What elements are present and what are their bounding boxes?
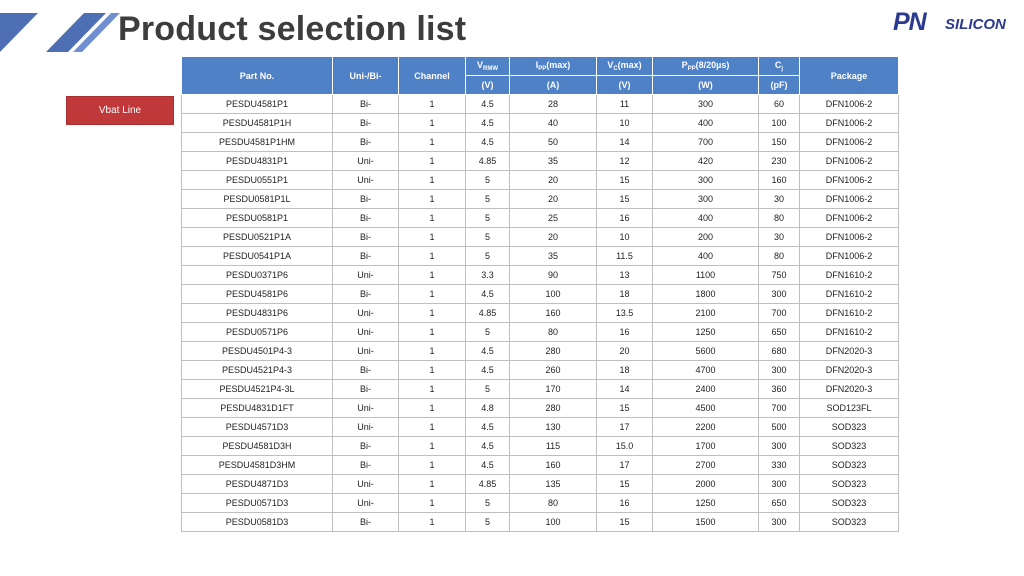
- cell-vrwm: 5: [466, 380, 510, 399]
- cell-ipp: 100: [510, 513, 597, 532]
- cell-channel: 1: [399, 323, 466, 342]
- cell-part-no: PESDU0551P1: [182, 171, 333, 190]
- unit-ipp: (A): [510, 76, 597, 95]
- header-part-no: Part No.: [182, 57, 333, 95]
- cell-uni-bi: Uni-: [333, 323, 399, 342]
- cell-vrwm: 4.5: [466, 95, 510, 114]
- cell-package: DFN1610-2: [800, 323, 899, 342]
- cell-cj: 680: [759, 342, 800, 361]
- cell-ipp: 160: [510, 304, 597, 323]
- cell-package: SOD323: [800, 513, 899, 532]
- table-row: [182, 380, 899, 399]
- cell-ppp: 2700: [653, 456, 759, 475]
- cell-channel: 1: [399, 152, 466, 171]
- cell-cj: 150: [759, 133, 800, 152]
- table-row: [182, 437, 899, 456]
- cell-cj: 30: [759, 190, 800, 209]
- cell-uni-bi: Bi-: [333, 95, 399, 114]
- table-row: [182, 285, 899, 304]
- cell-vc: 20: [597, 342, 653, 361]
- cell-package: DFN1006-2: [800, 152, 899, 171]
- cell-part-no: PESDU0581D3: [182, 513, 333, 532]
- table-row: [182, 190, 899, 209]
- cell-vrwm: 4.5: [466, 437, 510, 456]
- cell-ipp: 100: [510, 285, 597, 304]
- cell-uni-bi: Uni-: [333, 494, 399, 513]
- cell-vc: 16: [597, 209, 653, 228]
- ipp-symbol: I: [535, 60, 539, 70]
- cell-ipp: 80: [510, 494, 597, 513]
- vc-subscript: C: [613, 66, 618, 72]
- cell-part-no: PESDU0371P6: [182, 266, 333, 285]
- table-row: [182, 342, 899, 361]
- ipp-subscript: PP: [538, 66, 547, 72]
- cell-uni-bi: Bi-: [333, 114, 399, 133]
- cell-part-no: PESDU0581P1L: [182, 190, 333, 209]
- cell-cj: 300: [759, 285, 800, 304]
- cell-package: DFN1006-2: [800, 95, 899, 114]
- cell-vc: 14: [597, 133, 653, 152]
- cell-ppp: 300: [653, 190, 759, 209]
- cell-package: DFN1610-2: [800, 266, 899, 285]
- cell-ipp: 280: [510, 399, 597, 418]
- cell-uni-bi: Bi-: [333, 133, 399, 152]
- cell-part-no: PESDU0521P1A: [182, 228, 333, 247]
- cell-ipp: 35: [510, 247, 597, 266]
- cell-cj: 300: [759, 437, 800, 456]
- cell-ipp: 115: [510, 437, 597, 456]
- cell-ipp: 20: [510, 171, 597, 190]
- cell-ppp: 420: [653, 152, 759, 171]
- cell-uni-bi: Bi-: [333, 456, 399, 475]
- cell-ppp: 2400: [653, 380, 759, 399]
- cell-ipp: 80: [510, 323, 597, 342]
- cell-package: SOD323: [800, 437, 899, 456]
- cell-package: DFN2020-3: [800, 361, 899, 380]
- logo-silicon-text: SILICON: [945, 16, 1006, 33]
- cell-vrwm: 5: [466, 513, 510, 532]
- cell-ppp: 1100: [653, 266, 759, 285]
- cell-uni-bi: Uni-: [333, 342, 399, 361]
- cell-ppp: 4700: [653, 361, 759, 380]
- cell-vrwm: 4.5: [466, 285, 510, 304]
- cell-part-no: PESDU4831D1FT: [182, 399, 333, 418]
- cell-vc: 17: [597, 418, 653, 437]
- cell-vrwm: 4.5: [466, 114, 510, 133]
- table-row: [182, 418, 899, 437]
- cell-ppp: 1250: [653, 494, 759, 513]
- cell-ppp: 1700: [653, 437, 759, 456]
- cell-package: SOD323: [800, 475, 899, 494]
- cell-package: DFN2020-3: [800, 380, 899, 399]
- cell-ipp: 25: [510, 209, 597, 228]
- cell-channel: 1: [399, 95, 466, 114]
- header-ipp: [510, 57, 597, 76]
- table-row: [182, 456, 899, 475]
- unit-vc: (V): [597, 76, 653, 95]
- vbat-line-label: Vbat Line: [66, 96, 174, 125]
- cell-uni-bi: Bi-: [333, 361, 399, 380]
- cell-ipp: 20: [510, 228, 597, 247]
- cell-ipp: 280: [510, 342, 597, 361]
- cell-vrwm: 4.5: [466, 342, 510, 361]
- cell-cj: 80: [759, 247, 800, 266]
- cell-ipp: 260: [510, 361, 597, 380]
- cell-uni-bi: Uni-: [333, 152, 399, 171]
- header-uni-bi: Uni-/Bi-: [333, 57, 399, 95]
- cell-channel: 1: [399, 475, 466, 494]
- cell-channel: 1: [399, 266, 466, 285]
- cell-vc: 14: [597, 380, 653, 399]
- cell-vc: 15: [597, 190, 653, 209]
- cell-channel: 1: [399, 437, 466, 456]
- table-row: [182, 171, 899, 190]
- cell-vrwm: 3.3: [466, 266, 510, 285]
- cell-uni-bi: Bi-: [333, 380, 399, 399]
- page-title: Product selection list: [118, 10, 467, 48]
- cell-part-no: PESDU4581P1: [182, 95, 333, 114]
- cell-vrwm: 5: [466, 209, 510, 228]
- cell-vrwm: 4.85: [466, 475, 510, 494]
- ppp-symbol: P: [681, 60, 688, 70]
- cell-part-no: PESDU4521P4-3L: [182, 380, 333, 399]
- cell-vc: 16: [597, 494, 653, 513]
- cell-cj: 60: [759, 95, 800, 114]
- cell-uni-bi: Bi-: [333, 513, 399, 532]
- cj-symbol: C: [774, 60, 782, 70]
- cell-package: SOD323: [800, 494, 899, 513]
- cell-package: DFN1006-2: [800, 228, 899, 247]
- cell-cj: 650: [759, 494, 800, 513]
- cell-package: DFN1006-2: [800, 114, 899, 133]
- cell-ppp: 1250: [653, 323, 759, 342]
- cell-ppp: 1800: [653, 285, 759, 304]
- cell-channel: 1: [399, 114, 466, 133]
- cell-vc: 17: [597, 456, 653, 475]
- header-vc: [597, 57, 653, 76]
- cell-package: DFN1006-2: [800, 209, 899, 228]
- cell-cj: 750: [759, 266, 800, 285]
- cell-channel: 1: [399, 418, 466, 437]
- cell-channel: 1: [399, 285, 466, 304]
- unit-cj: (pF): [759, 76, 800, 95]
- cell-ipp: 50: [510, 133, 597, 152]
- table-row: [182, 133, 899, 152]
- cell-cj: 100: [759, 114, 800, 133]
- cell-vc: 10: [597, 114, 653, 133]
- table-body: [182, 95, 899, 532]
- cell-vc: 12: [597, 152, 653, 171]
- header-channel: Channel: [399, 57, 466, 95]
- table-row: [182, 95, 899, 114]
- cell-cj: 30: [759, 228, 800, 247]
- cell-cj: 700: [759, 304, 800, 323]
- cell-cj: 330: [759, 456, 800, 475]
- cell-channel: 1: [399, 190, 466, 209]
- cell-uni-bi: Bi-: [333, 437, 399, 456]
- cell-uni-bi: Bi-: [333, 247, 399, 266]
- cell-channel: 1: [399, 304, 466, 323]
- table-row: [182, 209, 899, 228]
- unit-vrwm: (V): [466, 76, 510, 95]
- cell-channel: 1: [399, 228, 466, 247]
- cell-cj: 700: [759, 399, 800, 418]
- header-vrwm: [466, 57, 510, 76]
- header-ppp: [653, 57, 759, 76]
- cell-channel: 1: [399, 133, 466, 152]
- cell-vc: 15.0: [597, 437, 653, 456]
- cell-channel: 1: [399, 380, 466, 399]
- cell-vc: 15: [597, 513, 653, 532]
- cell-ppp: 4500: [653, 399, 759, 418]
- cell-vrwm: 4.5: [466, 418, 510, 437]
- cell-vrwm: 4.5: [466, 456, 510, 475]
- cell-ppp: 300: [653, 95, 759, 114]
- cell-ipp: 40: [510, 114, 597, 133]
- cell-ipp: 20: [510, 190, 597, 209]
- header-cj: [759, 57, 800, 76]
- cell-vc: 11: [597, 95, 653, 114]
- cell-channel: 1: [399, 399, 466, 418]
- cell-vc: 10: [597, 228, 653, 247]
- cell-part-no: PESDU4871D3: [182, 475, 333, 494]
- cell-part-no: PESDU0571D3: [182, 494, 333, 513]
- cell-ppp: 700: [653, 133, 759, 152]
- cell-part-no: PESDU4501P4-3: [182, 342, 333, 361]
- cell-part-no: PESDU4831P6: [182, 304, 333, 323]
- cell-cj: 650: [759, 323, 800, 342]
- cell-uni-bi: Uni-: [333, 399, 399, 418]
- cell-part-no: PESDU4581P1HM: [182, 133, 333, 152]
- cell-channel: 1: [399, 361, 466, 380]
- title-decoration-stripes: [0, 0, 120, 52]
- cell-part-no: PESDU4581D3H: [182, 437, 333, 456]
- cell-uni-bi: Uni-: [333, 304, 399, 323]
- cell-cj: 500: [759, 418, 800, 437]
- cell-channel: 1: [399, 456, 466, 475]
- table-row: [182, 323, 899, 342]
- cell-uni-bi: Bi-: [333, 228, 399, 247]
- cell-ppp: 2100: [653, 304, 759, 323]
- cell-uni-bi: Uni-: [333, 475, 399, 494]
- cell-uni-bi: Bi-: [333, 190, 399, 209]
- cell-part-no: PESDU4581P6: [182, 285, 333, 304]
- vc-suffix: (max): [617, 60, 642, 70]
- cell-vrwm: 5: [466, 247, 510, 266]
- cell-part-no: PESDU4581D3HM: [182, 456, 333, 475]
- cell-ipp: 135: [510, 475, 597, 494]
- table-row: [182, 399, 899, 418]
- cell-ipp: 130: [510, 418, 597, 437]
- logo-pn-text: PN: [893, 8, 926, 36]
- cell-vrwm: 4.85: [466, 152, 510, 171]
- cell-cj: 360: [759, 380, 800, 399]
- cell-ppp: 5600: [653, 342, 759, 361]
- table-row: [182, 475, 899, 494]
- table-row: [182, 152, 899, 171]
- cell-part-no: PESDU0581P1: [182, 209, 333, 228]
- cell-uni-bi: Bi-: [333, 285, 399, 304]
- cell-package: SOD323: [800, 418, 899, 437]
- ppp-suffix: (8/20µs): [695, 60, 730, 70]
- vrwm-subscript: RMW: [483, 66, 498, 72]
- cell-part-no: PESDU4581P1H: [182, 114, 333, 133]
- cell-vrwm: 4.5: [466, 133, 510, 152]
- cell-ipp: 35: [510, 152, 597, 171]
- stripe-left: [0, 13, 38, 52]
- cell-vc: 13.5: [597, 304, 653, 323]
- cell-part-no: PESDU0571P6: [182, 323, 333, 342]
- cell-package: DFN1006-2: [800, 190, 899, 209]
- product-selection-table: [181, 56, 899, 532]
- cell-cj: 300: [759, 361, 800, 380]
- unit-ppp: (W): [653, 76, 759, 95]
- cell-uni-bi: Uni-: [333, 418, 399, 437]
- cell-part-no: PESDU4571D3: [182, 418, 333, 437]
- cell-ppp: 200: [653, 228, 759, 247]
- cell-ppp: 400: [653, 209, 759, 228]
- cell-channel: 1: [399, 171, 466, 190]
- cell-vc: 13: [597, 266, 653, 285]
- cell-ipp: 28: [510, 95, 597, 114]
- cell-vc: 15: [597, 399, 653, 418]
- table-row: [182, 228, 899, 247]
- cell-vrwm: 4.5: [466, 361, 510, 380]
- cell-channel: 1: [399, 494, 466, 513]
- cell-vrwm: 5: [466, 171, 510, 190]
- cell-package: DFN1006-2: [800, 133, 899, 152]
- cell-package: DFN1006-2: [800, 247, 899, 266]
- cell-channel: 1: [399, 209, 466, 228]
- cj-subscript: j: [781, 66, 784, 72]
- cell-ppp: 300: [653, 171, 759, 190]
- cell-ppp: 400: [653, 247, 759, 266]
- cell-cj: 230: [759, 152, 800, 171]
- cell-package: SOD123FL: [800, 399, 899, 418]
- cell-cj: 80: [759, 209, 800, 228]
- cell-part-no: PESDU4521P4-3: [182, 361, 333, 380]
- cell-vc: 15: [597, 475, 653, 494]
- cell-vc: 18: [597, 285, 653, 304]
- cell-package: SOD323: [800, 456, 899, 475]
- ppp-subscript: PP: [687, 66, 696, 72]
- cell-ppp: 2200: [653, 418, 759, 437]
- pn-silicon-logo: [893, 8, 1018, 38]
- cell-vrwm: 5: [466, 323, 510, 342]
- cell-uni-bi: Bi-: [333, 209, 399, 228]
- table-row: [182, 266, 899, 285]
- header-package: Package: [800, 57, 899, 95]
- table-row: [182, 114, 899, 133]
- table-row: [182, 494, 899, 513]
- vrwm-symbol: V: [476, 60, 483, 70]
- table-header: [182, 57, 899, 95]
- cell-package: DFN1006-2: [800, 171, 899, 190]
- table-row: [182, 247, 899, 266]
- vc-symbol: V: [607, 60, 614, 70]
- cell-ppp: 400: [653, 114, 759, 133]
- cell-vrwm: 5: [466, 190, 510, 209]
- cell-uni-bi: Uni-: [333, 266, 399, 285]
- cell-channel: 1: [399, 513, 466, 532]
- cell-ppp: 1500: [653, 513, 759, 532]
- cell-vrwm: 5: [466, 494, 510, 513]
- cell-part-no: PESDU0541P1A: [182, 247, 333, 266]
- cell-cj: 300: [759, 513, 800, 532]
- cell-vc: 11.5: [597, 247, 653, 266]
- cell-part-no: PESDU4831P1: [182, 152, 333, 171]
- cell-ppp: 2000: [653, 475, 759, 494]
- cell-vc: 16: [597, 323, 653, 342]
- cell-ipp: 160: [510, 456, 597, 475]
- cell-uni-bi: Uni-: [333, 171, 399, 190]
- table-row: [182, 513, 899, 532]
- table-row: [182, 361, 899, 380]
- cell-vrwm: 4.8: [466, 399, 510, 418]
- cell-package: DFN1610-2: [800, 285, 899, 304]
- cell-channel: 1: [399, 342, 466, 361]
- cell-package: DFN2020-3: [800, 342, 899, 361]
- table-row: [182, 304, 899, 323]
- cell-vrwm: 4.85: [466, 304, 510, 323]
- cell-ipp: 90: [510, 266, 597, 285]
- cell-cj: 300: [759, 475, 800, 494]
- cell-package: DFN1610-2: [800, 304, 899, 323]
- cell-vc: 18: [597, 361, 653, 380]
- cell-ipp: 170: [510, 380, 597, 399]
- ipp-suffix: (max): [546, 60, 571, 70]
- cell-channel: 1: [399, 247, 466, 266]
- cell-vc: 15: [597, 171, 653, 190]
- cell-vrwm: 5: [466, 228, 510, 247]
- cell-cj: 160: [759, 171, 800, 190]
